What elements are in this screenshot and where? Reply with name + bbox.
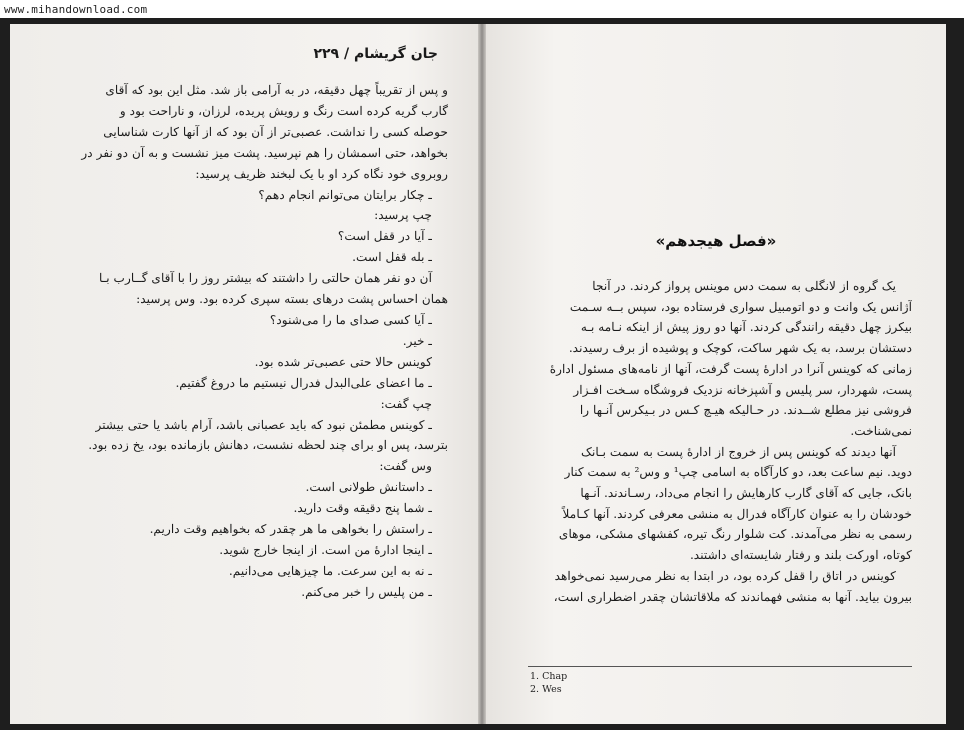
- text-line: نمی‌شناخت.: [850, 423, 912, 438]
- text-line: بیکرز چهل دقیقه رانندگی کردند. آنها دو روز پیش از اینکه نـامه بـه: [580, 320, 912, 335]
- left-page: [10, 24, 478, 724]
- text-line: دوید. نیم ساعت بعد، دو کارآگاه به اسامی چپ¹ و وس² به سمت کنار: [564, 465, 912, 480]
- text-line: ـ خیر.: [402, 333, 432, 348]
- footnote-item: 1. Chap: [530, 671, 568, 682]
- text-line: آژانس یک وانت و دو اتومبیل سواری فرستاده بود، سپس بــه سـمت: [569, 299, 912, 314]
- running-head: جان گریشام / ۲۲۹: [313, 46, 438, 62]
- text-line: ـ من پلیس را خبر می‌کنم.: [301, 584, 432, 599]
- text-line: کوینس در اتاق را قفل کرده بود، در ابتدا به نظر می‌رسید نمی‌خواهد: [554, 568, 896, 583]
- left-page-body: [50, 80, 448, 603]
- text-line: چپ گفت:: [380, 396, 432, 411]
- text-line: حوصله کسی را نداشت. عصبی‌تر از آن بود که از آنها کارت شناسایی: [103, 124, 448, 139]
- footnote-rule: [528, 666, 912, 667]
- text-line: ـ ما اعضای علی‌البدل فدرال نیستیم ما دروغ گفتیم.: [175, 375, 432, 390]
- text-line: خودشان را به عنوان کارآگاه فدرال به منشی معرفی کردند. آنها کـاملاً: [562, 506, 912, 521]
- text-line: پست، شهردار، سر پلیس و آشپزخانه نزدیک فروشگاه سـخت افـزار: [573, 382, 912, 397]
- text-line: روبروی خود نگاه کرد او با یک لبخند ظریف پرسید:: [195, 166, 448, 181]
- chapter-title: «فصل هیجدهم»: [655, 232, 777, 250]
- text-line: کوینس حالا حتی عصبی‌تر شده بود.: [254, 354, 432, 369]
- text-line: ـ شما پنج دقیقه وقت دارید.: [293, 501, 432, 516]
- text-line: ـ اینجا ادارهٔ من است. از اینجا خارج شوید.: [219, 542, 432, 557]
- text-line: ـ نه به این سرعت. ما چیزهایی می‌دانیم.: [228, 563, 432, 578]
- text-line: بانک، جایی که آقای گارب کارهایش را انجام می‌داد، رسـاندند. آنـها: [580, 486, 912, 501]
- right-page: [486, 24, 946, 724]
- text-line: بخواهد، حتی اسمشان را هم نپرسید. پشت میز نشست و به آن دو نفر در: [81, 145, 448, 160]
- text-line: فروشی نیز مطلع شــدند. در حـالیکه هیـچ کـس در بـیکرس آنـها را: [579, 403, 912, 418]
- book-gutter: [478, 24, 486, 724]
- text-line: ـ بله قفل است.: [352, 250, 432, 265]
- text-line: ـ داستانش طولانی است.: [305, 480, 432, 495]
- bleed-through-text: [556, 84, 906, 204]
- text-line: زمانی که کوینس آنرا در ادارهٔ پست گرفت، آنها از نامه‌های مسئول ادارهٔ: [549, 361, 912, 376]
- text-line: ـ راستش را بخواهی ما هر چقدر که بخواهیم وقت داریم.: [149, 522, 432, 537]
- text-line: همان احساس پشت درهای بسته سپری کرده بود. وس پرسید:: [136, 292, 448, 307]
- text-line: ـ آیا کسی صدای ما را می‌شنود؟: [269, 312, 432, 327]
- text-line: ـ چکار برایتان می‌توانم انجام دهم؟: [258, 187, 432, 202]
- text-line: آنها دیدند که کوینس پس از خروج از ادارهٔ پست به سمت بـانک: [581, 444, 896, 459]
- text-line: چپ پرسید:: [374, 208, 432, 223]
- text-line: دستشان برسد، به یک شهر ساکت، کوچک و پوشیده از برف رسیدند.: [568, 341, 912, 356]
- left-page-header: [50, 46, 438, 62]
- website-watermark: www.mihandownload.com: [4, 3, 148, 16]
- text-line: کوتاه، اورکت بلند و رفتار شایسته‌ای داشتند.: [689, 548, 912, 563]
- footnote-item: 2. Wes: [530, 684, 562, 695]
- text-line: رسمی به نظر می‌آمدند. کت شلوار رنگ تیره، کفشهای مشکی، موهای: [558, 527, 912, 542]
- text-line: بیرون بیاید. آنها به منشی فهماندند که ملاقاتشان چقدر اضطراری است،: [553, 589, 912, 604]
- text-line: یک گروه از لانگلی به سمت دس موینس پرواز کردند. در آنجا: [592, 279, 896, 293]
- right-page-body: [526, 276, 912, 607]
- text-line: و پس از تقریباً چهل دقیقه، در به آرامی باز شد. مثل این بود که آقای: [105, 83, 448, 97]
- text-line: آن دو نفر همان حالتی را داشتند که بیشتر روز را با آقای گــارب بـا: [98, 271, 432, 286]
- text-line: ـ آیا در قفل است؟: [337, 229, 432, 244]
- text-line: ـ کوینس مطمئن نبود که باید عصبانی باشد، آرام باشد یا حتی بیشتر: [95, 417, 432, 432]
- footnotes: [530, 670, 567, 696]
- text-line: گارب گریه کرده است رنگ و رویش پریده، لرزان، و ناراحت بود و: [119, 103, 448, 118]
- text-line: بترسد، پس او برای چند لحظه نشست، دهانش بازمانده بود، یخ زده بود.: [88, 438, 448, 453]
- text-line: وس گفت:: [379, 459, 432, 474]
